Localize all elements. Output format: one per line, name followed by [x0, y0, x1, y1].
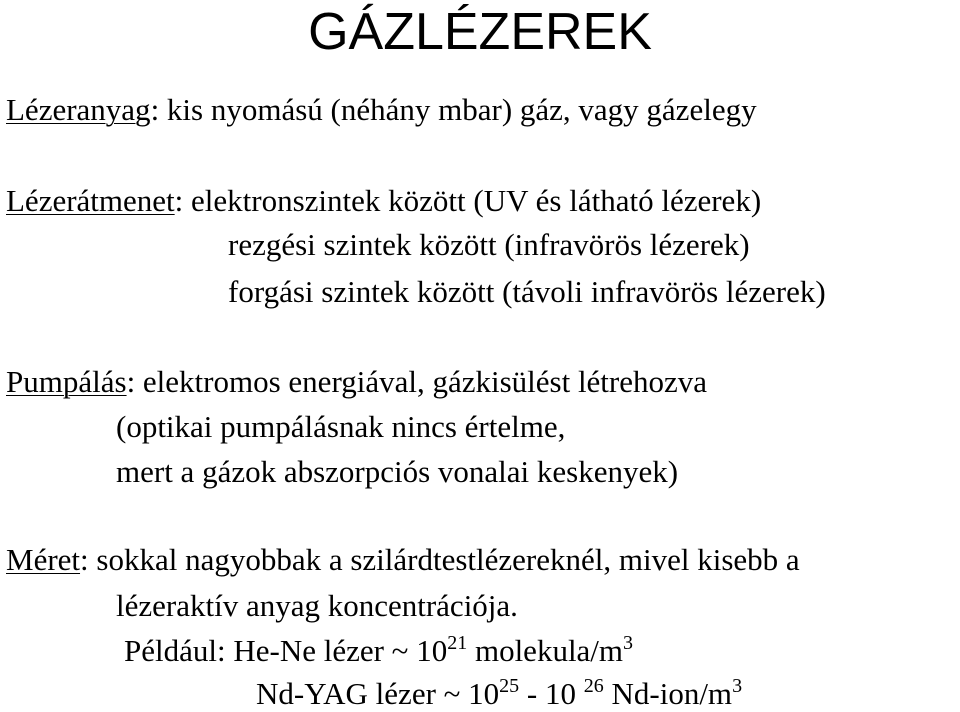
page-title: GÁZLÉZEREK [308, 3, 652, 61]
example-nd-yag-mid: - 10 [519, 676, 584, 711]
transition-text-1: : elektronszintek között (UV és látható lézerek) [174, 183, 762, 218]
example-nd-yag-exponent-1: 25 [499, 675, 520, 697]
size-line-1 [6, 542, 800, 578]
pumping-line-3: mert a gázok abszorpciós vonalai keskenyek) [116, 454, 679, 489]
example-he-ne [124, 633, 633, 669]
example-nd-yag-unit: Nd-ion/m [603, 676, 733, 711]
transition-label: Lézerátmenet [6, 183, 175, 218]
pumping-line-2: (optikai pumpálásnak nincs értelme, [116, 409, 566, 444]
material-text: : kis nyomású (néhány mbar) gáz, vagy gázelegy [150, 92, 757, 127]
example-he-ne-exponent: 21 [447, 632, 468, 654]
example-nd-yag-exponent-2: 26 [583, 675, 604, 697]
size-line-2: lézeraktív anyag koncentrációja. [116, 588, 518, 623]
transition-line-2: rezgési szintek között (infravörös lézerek) [228, 227, 750, 262]
example-he-ne-prefix: Például: He-Ne lézer ~ 10 [124, 633, 448, 668]
pumping-text-1: : elektromos energiával, gázkisülést létrehozva [126, 364, 708, 399]
material-line [6, 92, 757, 128]
example-nd-yag-unit-exponent: 3 [732, 675, 743, 697]
example-he-ne-unit-exponent: 3 [623, 632, 634, 654]
material-label: Lézeranyag [6, 92, 151, 127]
transition-line-3: forgási szintek között (távoli infravörös lézerek) [228, 274, 826, 309]
transition-line-1 [6, 183, 761, 219]
size-label: Méret [6, 542, 81, 577]
example-he-ne-unit: molekula/m [467, 633, 624, 668]
example-nd-yag [256, 676, 742, 712]
pumping-label: Pumpálás [6, 364, 127, 399]
example-nd-yag-prefix: Nd-YAG lézer ~ 10 [256, 676, 500, 711]
pumping-line-1 [6, 364, 707, 400]
size-text-1: : sokkal nagyobbak a szilárdtestlézereknél, mivel kisebb a [80, 542, 800, 577]
